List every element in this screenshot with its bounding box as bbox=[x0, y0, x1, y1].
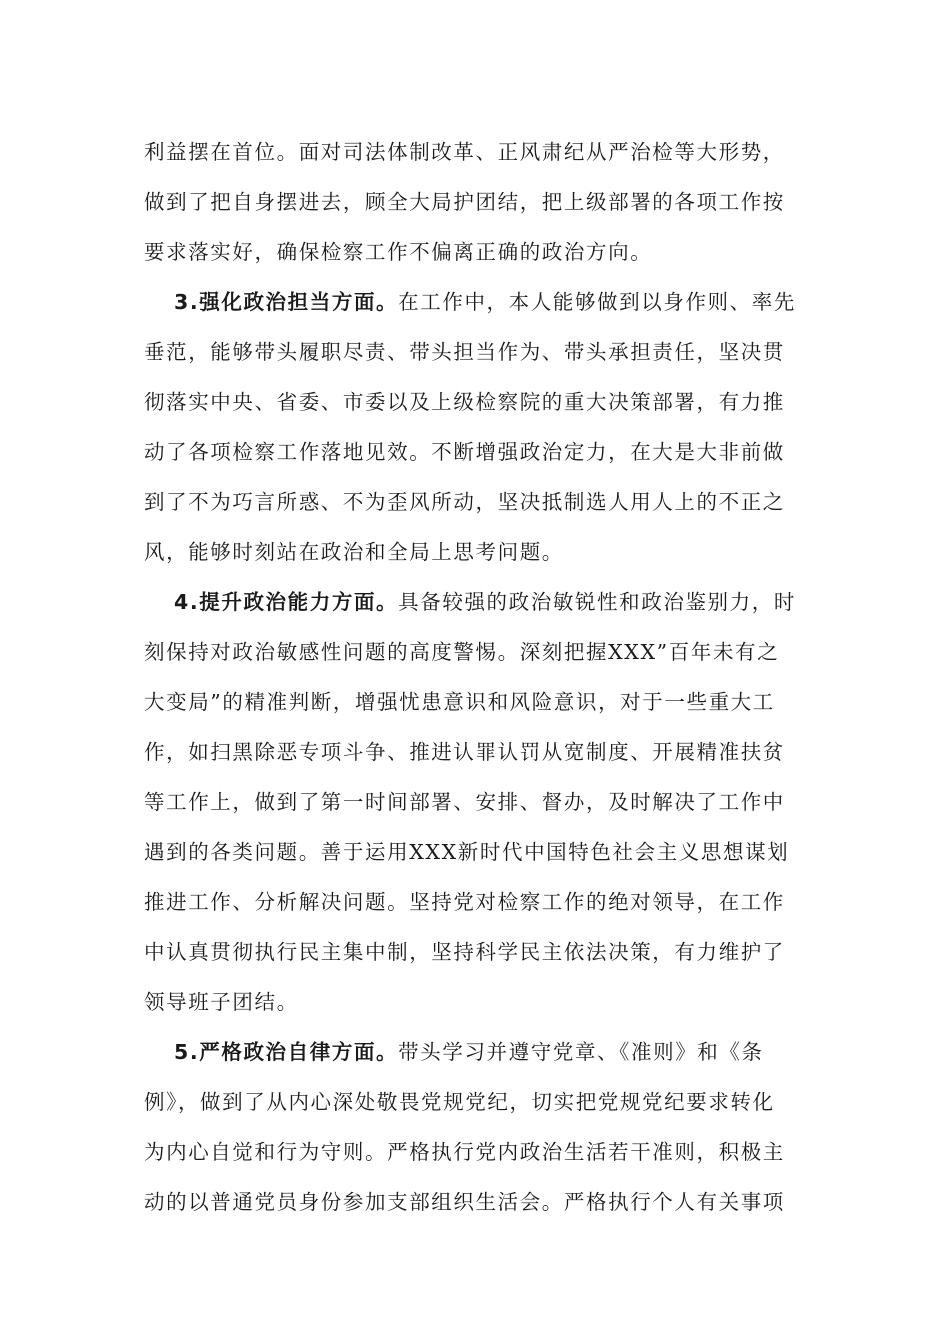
text-line bbox=[144, 1027, 808, 1077]
text-line: 例》，做到了从内心深处敬畏党规党纪，切实把党规党纪要求转化 bbox=[144, 1090, 775, 1114]
text-run: 具备较强的政治敏锐性和政治鉴别力，时 bbox=[398, 590, 796, 614]
paragraph-political-direction bbox=[144, 127, 808, 277]
text-line bbox=[144, 577, 808, 627]
text-line: 大变局”的精准判断，增强忧患意识和风险意识，对于一些重大工 bbox=[144, 690, 775, 714]
paragraph-political-responsibility bbox=[144, 277, 808, 577]
text-line: 风，能够时刻站在政治和全局上思考问题。 bbox=[144, 540, 564, 564]
paragraph-political-discipline bbox=[144, 1027, 808, 1227]
text-line: 要求落实好，确保检察工作不偏离正确的政治方向。 bbox=[144, 240, 653, 264]
text-line: 作，如扫黑除恶专项斗争、推进认罪认罚从宽制度、开展精准扶贫 bbox=[144, 740, 785, 764]
text-line: 领导班子团结。 bbox=[144, 990, 299, 1014]
text-line: 做到了把自身摆进去，顾全大局护团结，把上级部署的各项工作按 bbox=[144, 190, 785, 214]
section-heading: 3.强化政治担当方面。 bbox=[174, 290, 399, 314]
text-run: 带头学习并遵守党章、《准则》和《条 bbox=[398, 1040, 764, 1064]
text-line: 到了不为巧言所惑、不为歪风所动，坚决抵制选人用人上的不正之 bbox=[144, 490, 785, 514]
document-page bbox=[144, 127, 808, 1227]
section-heading: 5.严格政治自律方面。 bbox=[174, 1040, 399, 1064]
text-line: 刻保持对政治敏感性问题的高度警惕。深刻把握XXX”百年未有之 bbox=[144, 640, 780, 664]
paragraph-political-capability bbox=[144, 577, 808, 1027]
text-line bbox=[144, 277, 808, 327]
text-line: 动的以普通党员身份参加支部组织生活会。严格执行个人有关事项 bbox=[144, 1190, 785, 1214]
text-line: 利益摆在首位。面对司法体制改革、正风肃纪从严治检等大形势， bbox=[144, 140, 785, 164]
text-line: 中认真贯彻执行民主集中制，坚持科学民主依法决策，有力维护了 bbox=[144, 940, 785, 964]
text-line: 等工作上，做到了第一时间部署、安排、督办，及时解决了工作中 bbox=[144, 790, 785, 814]
text-line: 推进工作、分析解决问题。坚持党对检察工作的绝对领导，在工作 bbox=[144, 890, 785, 914]
text-line: 彻落实中央、省委、市委以及上级检察院的重大决策部署，有力推 bbox=[144, 390, 785, 414]
text-line: 动了各项检察工作落地见效。不断增强政治定力，在大是大非前做 bbox=[144, 440, 785, 464]
text-run: 在工作中，本人能够做到以身作则、率先 bbox=[398, 290, 796, 314]
text-line: 为内心自觉和行为守则。严格执行党内政治生活若干准则，积极主 bbox=[144, 1140, 785, 1164]
section-heading: 4.提升政治能力方面。 bbox=[174, 590, 399, 614]
text-line: 垂范，能够带头履职尽责、带头担当作为、带头承担责任，坚决贯 bbox=[144, 340, 785, 364]
text-line: 遇到的各类问题。善于运用XXX新时代中国特色社会主义思想谋划 bbox=[144, 840, 790, 864]
